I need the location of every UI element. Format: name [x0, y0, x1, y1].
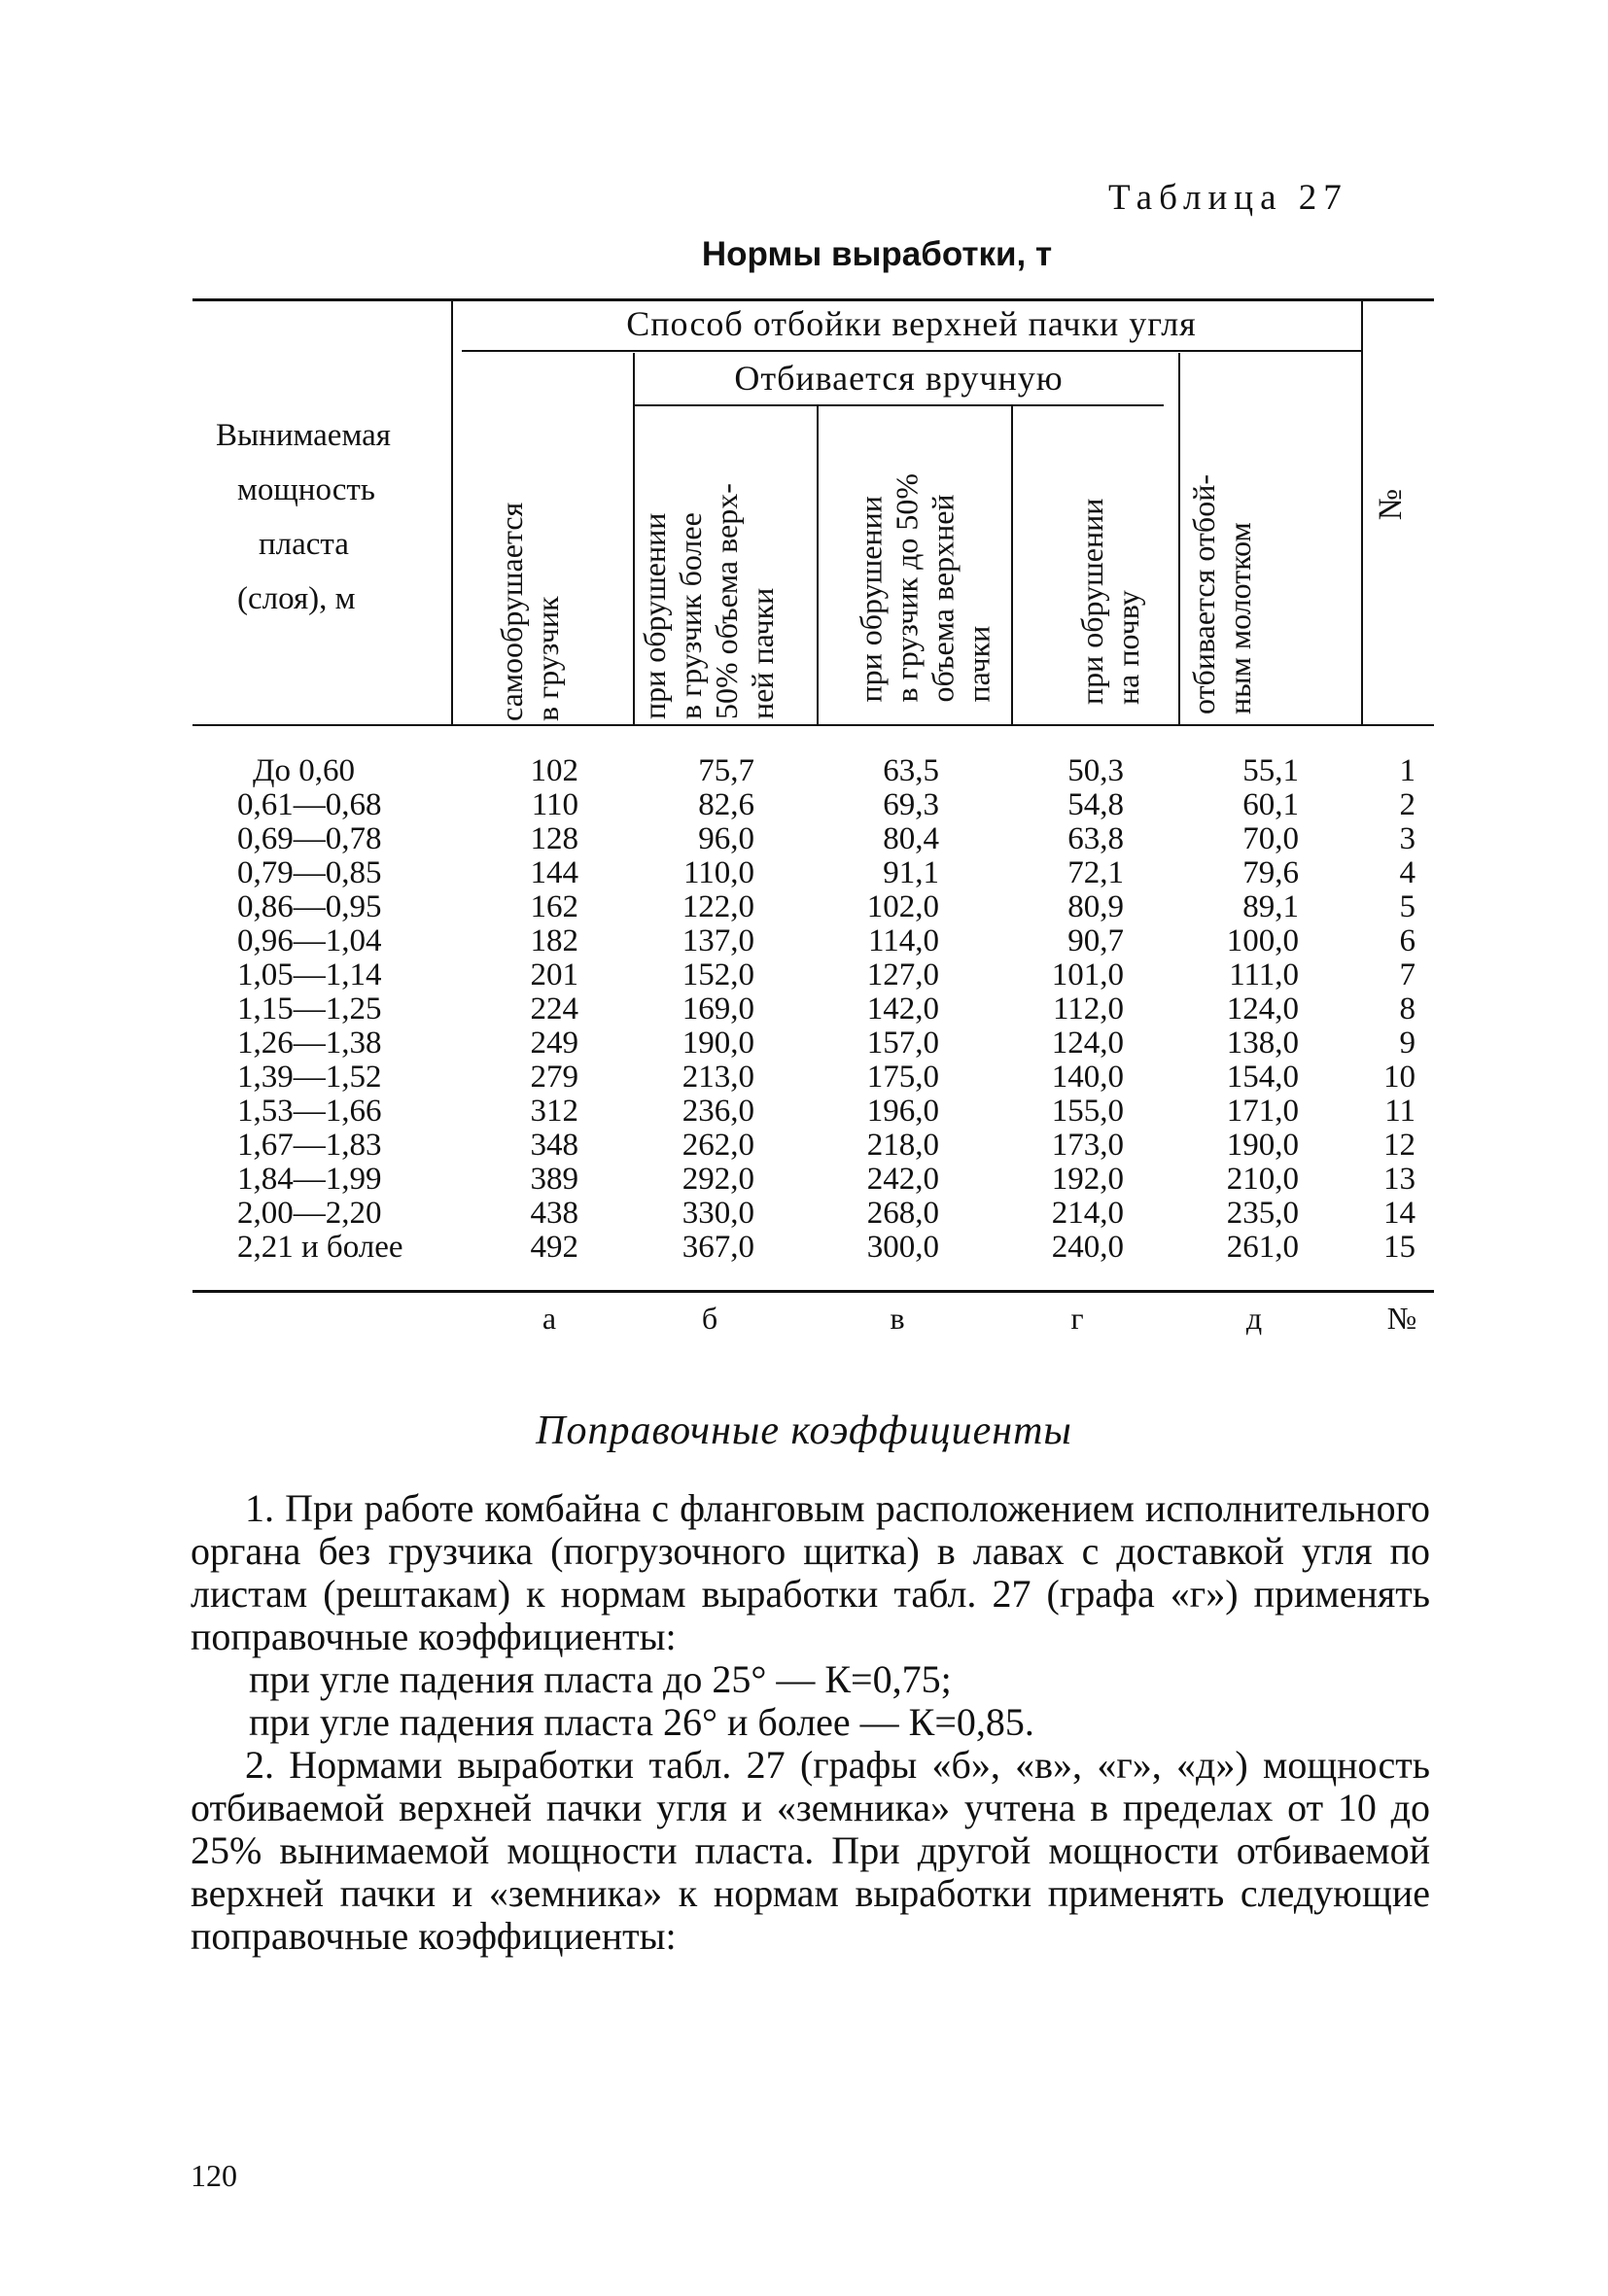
span-rule — [462, 350, 1361, 352]
row-header — [216, 418, 391, 636]
paragraph-1-line-1: при угле падения пласта до 25° — К=0,75; — [249, 1657, 952, 1701]
footer-label-d: г — [1070, 1301, 1084, 1336]
table-cell: 389 — [530, 1162, 578, 1197]
table-cell: 240,0 — [1051, 1230, 1124, 1265]
table-cell: 152,0 — [682, 957, 754, 992]
table-cell: 1,15—1,25 — [237, 991, 382, 1026]
sub-span-rule — [634, 404, 1164, 406]
table-cell: 0,61—0,68 — [237, 787, 382, 822]
table-cell: 75,7 — [698, 753, 754, 788]
col-b-header: при обрушении в грузчик более 50% объема верх- ней пачки — [637, 483, 780, 719]
table-cell: 1,84—1,99 — [237, 1162, 382, 1197]
footer-label-c: в — [890, 1301, 905, 1336]
table-cell: 96,0 — [698, 821, 754, 856]
table-top-rule — [192, 298, 1434, 301]
paragraph-1-line-2: при угле падения пласта 26° и более — К=0,85. — [249, 1700, 1034, 1744]
footer-label-e: д — [1245, 1301, 1263, 1336]
col-c-header: при обрушении в грузчик до 50% объема верхней пачки — [853, 472, 996, 703]
table-cell: 348 — [530, 1128, 578, 1163]
table-cell: 9 — [1399, 1026, 1416, 1061]
table-cell: 292,0 — [682, 1162, 754, 1197]
table-cell: 262,0 — [682, 1128, 754, 1163]
table-cell: 190,0 — [682, 1026, 754, 1061]
paragraph-1: 1. При работе комбайна с фланговым расположением исполнительного органа без грузчика (погрузочного щитка) в лавах с доставкой угля по листам (рештакам) к нормам выработки табл. 27 (графа «г») применять поправочные коэффициенты: — [191, 1486, 1430, 1658]
page-number: 120 — [191, 2158, 237, 2193]
col-d-header: при обрушении на почву — [1074, 498, 1145, 705]
table-cell: 111,0 — [1229, 957, 1299, 992]
table-cell: 0,79—0,85 — [237, 855, 382, 890]
table-cell: 12 — [1383, 1128, 1416, 1163]
table-cell: 79,6 — [1242, 855, 1299, 890]
table-cell: 155,0 — [1051, 1094, 1124, 1129]
table-cell: 2,21 и более — [237, 1230, 403, 1265]
table-cell: 492 — [530, 1230, 578, 1265]
col-a-header: самообрушается в грузчик — [494, 502, 565, 721]
table-cell: 80,4 — [883, 821, 939, 856]
table-cell: 89,1 — [1242, 889, 1299, 924]
col-c-values — [826, 754, 939, 1265]
table-cell: 169,0 — [682, 991, 754, 1026]
header-divider-5 — [1178, 353, 1180, 724]
table-cell: 190,0 — [1226, 1128, 1299, 1163]
table-cell: 1,53—1,66 — [237, 1094, 382, 1129]
table-cell: 4 — [1399, 855, 1416, 890]
table-cell: 0,96—1,04 — [237, 923, 382, 958]
table-cell: 367,0 — [682, 1230, 754, 1265]
table-cell: 210,0 — [1226, 1162, 1299, 1197]
row-header-line-4: (слоя), м — [237, 581, 356, 616]
table-cell: 214,0 — [1051, 1196, 1124, 1231]
table-cell: 72,1 — [1067, 855, 1124, 890]
table-cell: 69,3 — [883, 787, 939, 822]
col-e-values — [1186, 754, 1299, 1265]
table-cell: 157,0 — [866, 1026, 939, 1061]
sub-span-header: Отбивается вручную — [734, 359, 1064, 398]
table-cell: 175,0 — [866, 1060, 939, 1095]
table-cell: 140,0 — [1051, 1060, 1124, 1095]
table-cell: 261,0 — [1226, 1230, 1299, 1265]
body-bottom-rule — [192, 1290, 1434, 1293]
footer-label-a: а — [542, 1301, 557, 1336]
table-cell: 1,67—1,83 — [237, 1128, 382, 1163]
table-cell: 330,0 — [682, 1196, 754, 1231]
table-cell: 128 — [530, 821, 578, 856]
table-cell: 8 — [1399, 991, 1416, 1026]
table-cell: 80,9 — [1067, 889, 1124, 924]
table-cell: 3 — [1399, 821, 1416, 856]
table-cell: 55,1 — [1242, 753, 1299, 788]
num-values — [1361, 754, 1416, 1265]
thickness-column — [237, 754, 461, 1265]
table-cell: 110,0 — [682, 855, 754, 890]
table-cell: 14 — [1383, 1196, 1416, 1231]
table-cell: 173,0 — [1051, 1128, 1124, 1163]
table-cell: 5 — [1399, 889, 1416, 924]
table-cell: 0,86—0,95 — [237, 889, 382, 924]
table-number: Таблица 27 — [1108, 178, 1348, 218]
header-bottom-rule — [192, 724, 1434, 726]
col-d-values — [1011, 754, 1124, 1265]
table-cell: 124,0 — [1051, 1026, 1124, 1061]
table-cell: 242,0 — [866, 1162, 939, 1197]
table-cell: 112,0 — [1052, 991, 1124, 1026]
header-divider-1 — [451, 301, 453, 724]
table-cell: 7 — [1399, 957, 1416, 992]
table-cell: 201 — [530, 957, 578, 992]
table-cell: 171,0 — [1226, 1094, 1299, 1129]
table-cell: 138,0 — [1226, 1026, 1299, 1061]
table-cell: 236,0 — [682, 1094, 754, 1129]
table-cell: 1 — [1399, 753, 1416, 788]
table-cell: 438 — [530, 1196, 578, 1231]
table-cell: 300,0 — [866, 1230, 939, 1265]
table-cell: 1,39—1,52 — [237, 1060, 382, 1095]
table-cell: 100,0 — [1226, 923, 1299, 958]
table-cell: 90,7 — [1067, 923, 1124, 958]
num-header: № — [1373, 488, 1410, 521]
table-cell: 192,0 — [1051, 1162, 1124, 1197]
row-header-line-2: мощность — [237, 472, 375, 507]
col-b-values — [642, 754, 754, 1265]
table-cell: 213,0 — [682, 1060, 754, 1095]
body-text — [191, 1487, 1430, 1958]
table-cell: 10 — [1383, 1060, 1416, 1095]
table-cell: 60,1 — [1242, 787, 1299, 822]
table-cell: 235,0 — [1226, 1196, 1299, 1231]
table-cell: 268,0 — [866, 1196, 939, 1231]
table-cell: 70,0 — [1242, 821, 1299, 856]
footer-label-b: б — [701, 1301, 718, 1336]
table-cell: 13 — [1383, 1162, 1416, 1197]
table-title: Нормы выработки, т — [701, 235, 1053, 273]
span-header: Способ отбойки верхней пачки угля — [626, 304, 1197, 343]
section-title: Поправочные коэффициенты — [536, 1409, 1072, 1453]
table-cell: 142,0 — [866, 991, 939, 1026]
table-cell: 249 — [530, 1026, 578, 1061]
table-cell: 102 — [530, 753, 578, 788]
col-e-header: отбивается отбой- ным молотком — [1186, 474, 1257, 714]
header-divider-2 — [633, 353, 635, 724]
table-cell: 1,05—1,14 — [237, 957, 382, 992]
table-cell: 110 — [531, 787, 578, 822]
table-cell: 144 — [530, 855, 578, 890]
row-header-line-1: Вынимаемая — [216, 418, 391, 453]
row-header-line-3: пласта — [259, 527, 349, 562]
table-cell: 54,8 — [1067, 787, 1124, 822]
table-cell: 63,5 — [883, 753, 939, 788]
table-cell: 11 — [1384, 1094, 1416, 1129]
table-cell: 101,0 — [1051, 957, 1124, 992]
table-cell: 218,0 — [866, 1128, 939, 1163]
header-divider-6 — [1361, 301, 1363, 724]
table-cell: 154,0 — [1226, 1060, 1299, 1095]
table-cell: 50,3 — [1067, 753, 1124, 788]
table-cell: 279 — [530, 1060, 578, 1095]
table-cell: 224 — [530, 991, 578, 1026]
table-cell: 102,0 — [866, 889, 939, 924]
table-cell: 127,0 — [866, 957, 939, 992]
header-divider-3 — [817, 406, 819, 724]
header-divider-4 — [1011, 406, 1013, 724]
footer-label-num: № — [1386, 1301, 1417, 1336]
table-cell: 2 — [1399, 787, 1416, 822]
table-cell: 182 — [530, 923, 578, 958]
table-cell: 0,69—0,78 — [237, 821, 382, 856]
table-cell: 2,00—2,20 — [237, 1196, 382, 1231]
table-cell: 91,1 — [883, 855, 939, 890]
table-cell: 137,0 — [682, 923, 754, 958]
table-cell: 122,0 — [682, 889, 754, 924]
table-cell: До 0,60 — [253, 753, 356, 788]
table-cell: 15 — [1383, 1230, 1416, 1265]
table-cell: 6 — [1399, 923, 1416, 958]
paragraph-2: 2. Нормами выработки табл. 27 (графы «б», «в», «г», «д») мощность отбиваемой верхней пачки угля и «земника» учтена в пределах от 10 до 25% вынимаемой мощности пласта. При другой мощности отбиваемой верхней пачки и «земника» к нормам выработки применять следующие поправочные коэффициенты: — [191, 1743, 1430, 1958]
table-cell: 196,0 — [866, 1094, 939, 1129]
table-cell: 312 — [530, 1094, 578, 1129]
table-cell: 1,26—1,38 — [237, 1026, 382, 1061]
table-cell: 82,6 — [698, 787, 754, 822]
col-a-values — [506, 754, 578, 1265]
table-cell: 114,0 — [867, 923, 939, 958]
table-cell: 162 — [530, 889, 578, 924]
table-cell: 124,0 — [1226, 991, 1299, 1026]
table-cell: 63,8 — [1067, 821, 1124, 856]
